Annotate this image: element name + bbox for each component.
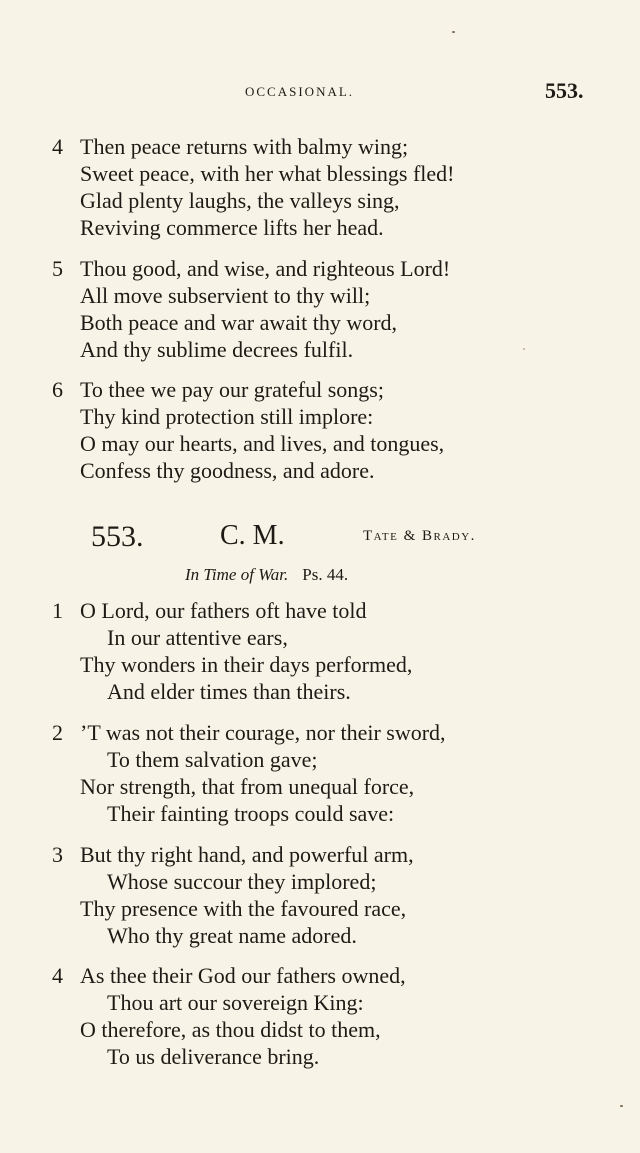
- verse-line: Nor strength, that from unequal force,: [80, 774, 415, 799]
- hymn-author: Tate & Brady.: [363, 528, 476, 544]
- verse-line: Confess thy goodness, and adore.: [80, 458, 375, 483]
- hymn-meter: C. M.: [220, 520, 285, 551]
- verse-line: And thy sublime decrees fulfil.: [80, 337, 354, 362]
- stanza-number: 3: [52, 842, 63, 867]
- verse-line: O Lord, our fathers oft have told: [80, 598, 367, 623]
- verse-line: In our attentive ears,: [107, 625, 288, 650]
- occasion-title: In Time of War.: [185, 565, 289, 584]
- verse-line: Thou art our sovereign King:: [107, 990, 364, 1015]
- psalm-reference: Ps. 44.: [302, 565, 349, 584]
- verse-line: Both peace and war await thy word,: [80, 310, 398, 335]
- paper-speck: [620, 1105, 623, 1107]
- verse-line: Sweet peace, with her what blessings fled!: [80, 161, 455, 186]
- verse-line: Reviving commerce lifts her head.: [80, 215, 384, 240]
- verse-line: Thy kind protection still implore:: [80, 404, 374, 429]
- verse-line: Glad plenty laughs, the valleys sing,: [80, 188, 400, 213]
- running-head: OCCASIONAL.: [245, 84, 355, 99]
- verse-line: As thee their God our fathers owned,: [80, 963, 406, 988]
- verse-line: Who thy great name adored.: [107, 923, 357, 948]
- verse-line: Their fainting troops could save:: [107, 801, 395, 826]
- verse-line: Thy wonders in their days performed,: [80, 652, 413, 677]
- hymn-header: [0, 520, 640, 560]
- verse-line: Then peace returns with balmy wing;: [80, 134, 409, 159]
- verse-line: Whose succour they implored;: [107, 869, 377, 894]
- verse-line: Thou good, and wise, and righteous Lord!: [80, 256, 451, 281]
- paper-speck: [523, 348, 525, 350]
- paper-speck: [452, 31, 455, 33]
- verse-line: And elder times than theirs.: [107, 679, 351, 704]
- verse-line: All move subservient to thy will;: [80, 283, 371, 308]
- verse-line: Thy presence with the favoured race,: [80, 896, 407, 921]
- stanza-number: 5: [52, 256, 63, 281]
- verse-line: ’T was not their courage, nor their sword,: [80, 720, 446, 745]
- stanza-number: 2: [52, 720, 63, 745]
- page-number: 553.: [545, 78, 584, 103]
- verse-line: But thy right hand, and powerful arm,: [80, 842, 414, 867]
- stanza-number: 6: [52, 377, 63, 402]
- verse-line: O may our hearts, and lives, and tongues,: [80, 431, 445, 456]
- verse-line: To thee we pay our grateful songs;: [80, 377, 384, 402]
- stanza-number: 4: [52, 134, 63, 159]
- stanza-number: 1: [52, 598, 63, 623]
- verse-line: O therefore, as thou didst to them,: [80, 1017, 381, 1042]
- stanza-number: 4: [52, 963, 63, 988]
- hymn-number: 553.: [91, 520, 144, 553]
- verse-line: To us deliverance bring.: [107, 1044, 320, 1069]
- hymn-subtitle: [185, 565, 348, 585]
- verse-line: To them salvation gave;: [107, 747, 318, 772]
